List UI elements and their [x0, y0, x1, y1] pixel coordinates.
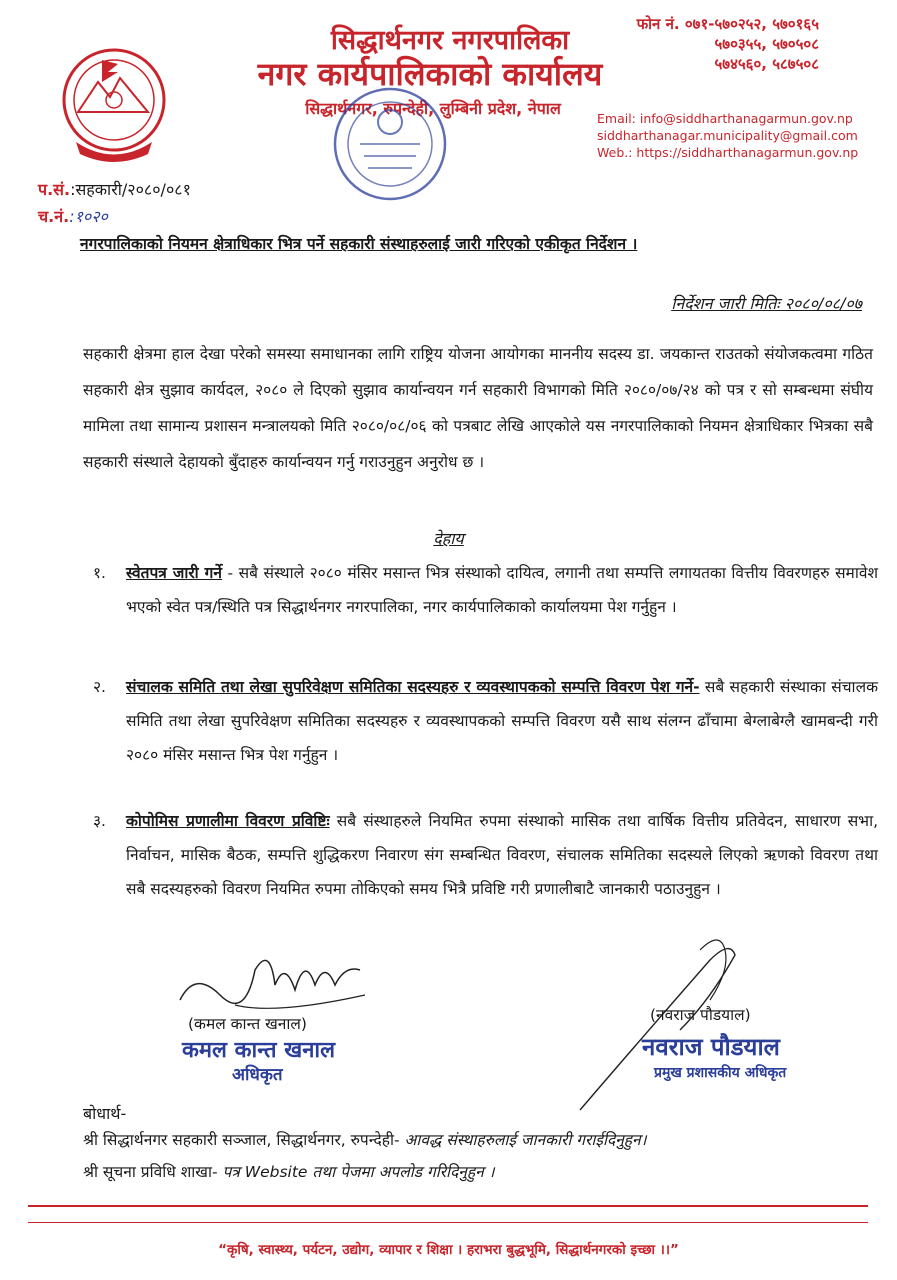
web-text: Web.: https://siddharthanagarmun.gov.np — [597, 145, 859, 160]
cn-reference — [38, 205, 108, 227]
phone-line-2: ५७०३५५, ५७०५०८ — [714, 35, 819, 53]
footer-divider — [28, 1205, 868, 1207]
list-item — [93, 670, 878, 772]
issue-date: निर्देशन जारी मितिः २०८०/०८/०७ — [671, 294, 862, 313]
footer-slogan: “कृषि, स्वास्थ्य, पर्यटन, उद्योग, व्यापार र शिक्षा । हराभरा बुद्धभूमि, सिद्धार्थनगरको इच्छा ।।” — [218, 1242, 679, 1258]
left-signatory-name: (कमल कान्त खनाल) — [188, 1015, 307, 1033]
phone-line-3: ५७४५६०, ५८७५०८ — [714, 55, 819, 73]
item-text: सबै संस्थाहरुले नियमित रुपमा संस्थाको मासिक तथा वार्षिक वित्तीय प्रतिवेदन, साधारण सभा, निर्वाचन, मासिक बैठक, सम्पत्ति शुद्धिकरण निवारण संग सम्बन्धित विवरण, संचालक समितिका सदस्यले लिएको ऋणको विवरण तथा सबै सदस्यहरुको विवरण नियमित रुपमा तोकिएको समय भित्रै प्रविष्टि गरी प्रणालीबाटै जानकारी पठाउनुहुन । — [126, 812, 879, 898]
item-title: संचालक समिति तथा लेखा सुपरिवेक्षण समितिका सदस्यहरु र व्यवस्थापकको सम्पत्ति विवरण पेश गर्ने- — [126, 678, 700, 696]
footer-divider-2 — [28, 1222, 868, 1223]
cc-line-2-note: पत्र Website तथा पेजमा अपलोड गरिदिनुहुन । — [222, 1163, 495, 1181]
item-number: ३. — [93, 812, 106, 830]
cn-label: च.नं. — [38, 207, 70, 226]
cc-title: बोधार्थ- — [83, 1104, 127, 1123]
office-address: सिद्धार्थनगर, रुपन्देही, लुम्बिनी प्रदेश, नेपाल — [305, 99, 561, 118]
ps-value: :सहकारी/२०८०/०८१ — [70, 180, 191, 199]
phone-line-1: फोन नं. ०७१-५७०२५२, ५७०१६५ — [636, 15, 819, 33]
office-name: नगर कार्यपालिकाको कार्यालय — [257, 55, 603, 93]
cn-value: :१०२० — [69, 207, 108, 226]
item-number: २. — [93, 678, 106, 696]
left-stamp-title: अधिकृत — [232, 1065, 283, 1085]
cc-line-1-note: आवद्ध संस्थाहरुलाई जानकारी गराईदिनुहुन। — [404, 1131, 647, 1149]
cc-line-1-recipient: श्री सिद्धार्थनगर सहकारी सञ्जाल, सिद्धार्थनगर, रुपन्देही- — [83, 1131, 405, 1149]
cc-line-2 — [83, 1160, 495, 1182]
ps-label: प.सं. — [38, 180, 71, 199]
cc-line-2-recipient: श्री सूचना प्रविधि शाखा- — [83, 1163, 223, 1181]
right-stamp-name: नवराज पौडयाल — [642, 1033, 780, 1061]
item-text: सबै सहकारी संस्थाका संचालक समिति तथा लेखा सुपरिवेक्षण समितिका सदस्यहरु र व्यवस्थापकको सम्पत्ति विवरण यसै साथ संलग्न ढाँचामा बेग्लाबेग्लै खामबन्दी गरी २०८० मंसिर मसान्त भित्र पेश गर्नुहुन । — [126, 678, 878, 764]
item-title: कोपोमिस प्रणालीमा विवरण प्रविष्टिः — [126, 812, 330, 830]
right-signatory-name: (नवराज पौडयाल) — [650, 1006, 751, 1024]
item-text: - सबै संस्थाले २०८० मंसिर मसान्त भित्र संस्थाको दायित्व, लगानी तथा सम्पत्ति लगायतका वित्तीय विवरणहरु समावेश भएको स्वेत पत्र/स्थिति पत्र सिद्धार्थनगर नगरपालिका, नगर कार्यपालिकाको कार्यालयमा पेश गर्नुहुन । — [126, 564, 878, 616]
intro-paragraph: सहकारी क्षेत्रमा हाल देखा परेको समस्या समाधानका लागि राष्ट्रिय योजना आयोगका माननीय सदस्य डा. जयकान्त राउतको संयोजकत्वमा गठित सहकारी क्षेत्र सुझाव कार्यदल, २०८० ले दिएको सुझाव कार्यान्वयन गर्न सहकारी विभागको मिति २०८०/०७/२४ को पत्र र सो सम्बन्धमा संघीय मामिला तथा सामान्य प्रशासन मन्त्रालयको मिति २०८०/०८/०६ को पत्रबाट लेखि आएकोले यस नगरपालिकाको नियमन क्षेत्राधिकार भित्रका सबै सहकारी संस्थाले देहायको बुँदाहरु कार्यान्वयन गर्नु गराउनुहुन अनुरोध छ । — [83, 345, 873, 471]
item-title: स्वेतपत्र जारी गर्ने — [126, 564, 223, 582]
email-text: Email: info@siddharthanagarmun.gov.np — [597, 111, 853, 126]
nepal-emblem-icon — [58, 42, 170, 170]
office-seal-stamp — [330, 84, 450, 204]
section-title: देहाय — [433, 529, 464, 548]
email2-text: siddharthanagar.municipality@gmail.com — [597, 128, 858, 143]
item-number: १. — [93, 564, 106, 582]
left-stamp-name: कमल कान्त खनाल — [182, 1038, 336, 1063]
right-stamp-title: प्रमुख प्रशासकीय अधिकृत — [654, 1065, 787, 1081]
subject-line: नगरपालिकाको नियमन क्षेत्राधिकार भित्र पर्ने सहकारी संस्थाहरुलाई जारी गरिएको एकीकृत निर्देशन । — [80, 235, 638, 253]
list-item — [93, 804, 878, 906]
municipality-name: सिद्धार्थनगर नगरपालिका — [330, 25, 570, 56]
list-item — [93, 556, 878, 624]
cc-line-1 — [83, 1128, 647, 1150]
ps-reference — [38, 178, 191, 200]
left-signature-scribble — [175, 940, 375, 1020]
